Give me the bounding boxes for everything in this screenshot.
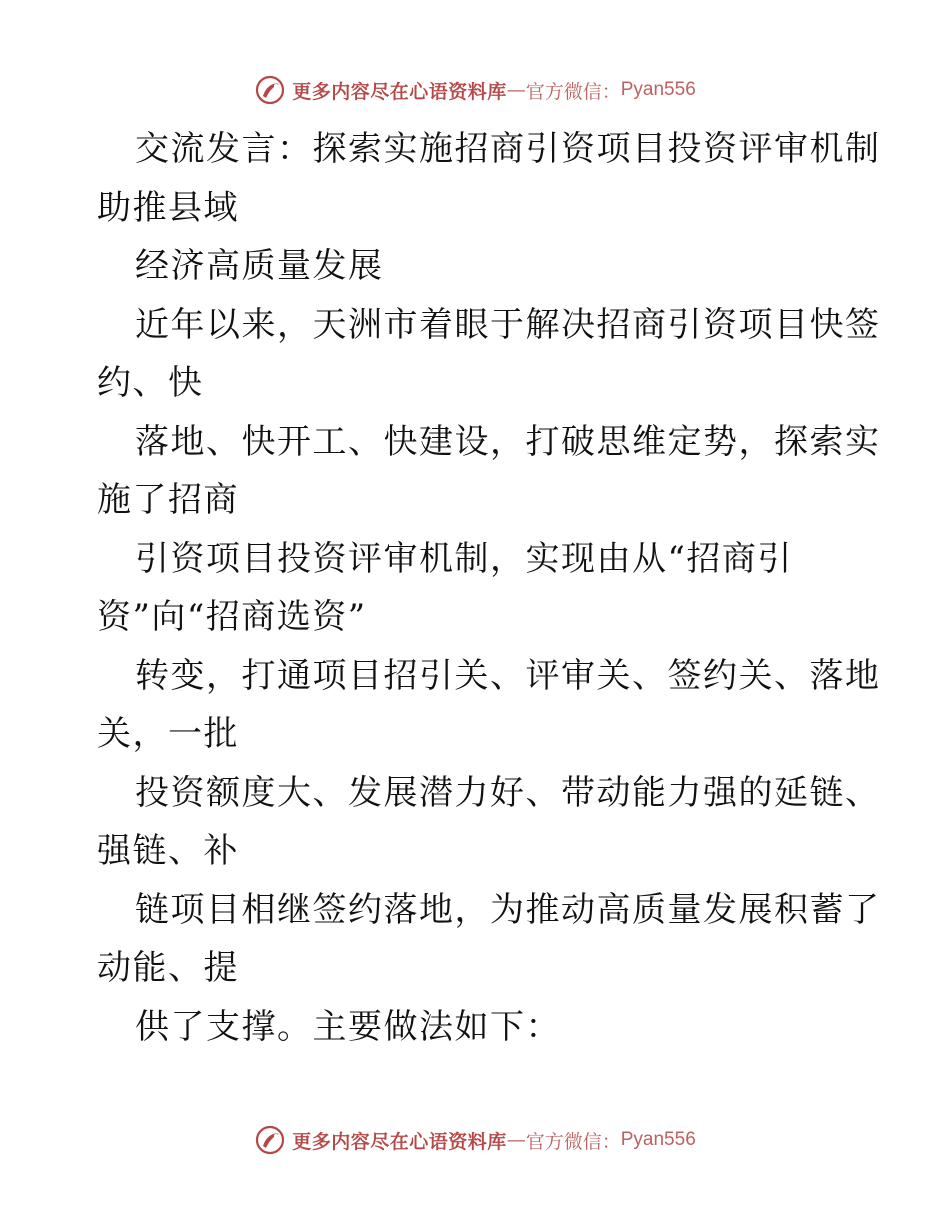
banner-account: Pyan556: [620, 1129, 696, 1150]
paragraph-line: 供了支撑。主要做法如下：: [135, 1006, 561, 1047]
banner-brand: 更多内容尽在心语资料库: [292, 1130, 507, 1153]
banner-dash: —: [506, 1129, 526, 1151]
paragraph-line: 链项目相继签约落地，为推动高质量发展积蓄了: [135, 889, 881, 930]
title-line-3: 经济高质量发展: [135, 246, 384, 286]
banner-official-label: 官方微信：: [525, 80, 621, 103]
banner-brand: 更多内容尽在心语资料库: [292, 80, 507, 103]
brand-logo-icon: [254, 74, 286, 106]
paragraph-line: 动能、提: [97, 948, 239, 988]
paragraph-line: 约、快: [97, 363, 204, 403]
banner-account: Pyan556: [620, 79, 696, 100]
paragraph-line: 施了招商: [97, 480, 239, 520]
banner-official-label: 官方微信：: [525, 1130, 621, 1153]
paragraph-line: 强链、补: [97, 831, 239, 871]
paragraph-line: 转变，打通项目招引关、评审关、签约关、落地: [135, 655, 881, 696]
article-body: [97, 120, 881, 1056]
paragraph-line: 资”向“招商选资”: [97, 597, 367, 637]
paragraph-line: 近年以来，天洲市着眼于解决招商引资项目快签: [135, 304, 881, 345]
paragraph-line: 关，一批: [97, 714, 239, 754]
title-line-2: 助推县域: [97, 187, 239, 228]
paragraph-line: 投资额度大、发展潜力好、带动能力强的延链、: [135, 772, 881, 813]
footer-banner: [0, 1120, 950, 1160]
banner-dash: —: [506, 79, 526, 101]
title-line-1: 交流发言：探索实施招商引资项目投资评审机制: [135, 129, 881, 169]
header-banner: [0, 70, 950, 110]
paragraph-line: 引资项目投资评审机制，实现由从“招商引: [135, 538, 793, 579]
brand-logo-icon: [254, 1124, 286, 1156]
paragraph-line: 落地、快开工、快建设，打破思维定势，探索实: [135, 421, 881, 462]
